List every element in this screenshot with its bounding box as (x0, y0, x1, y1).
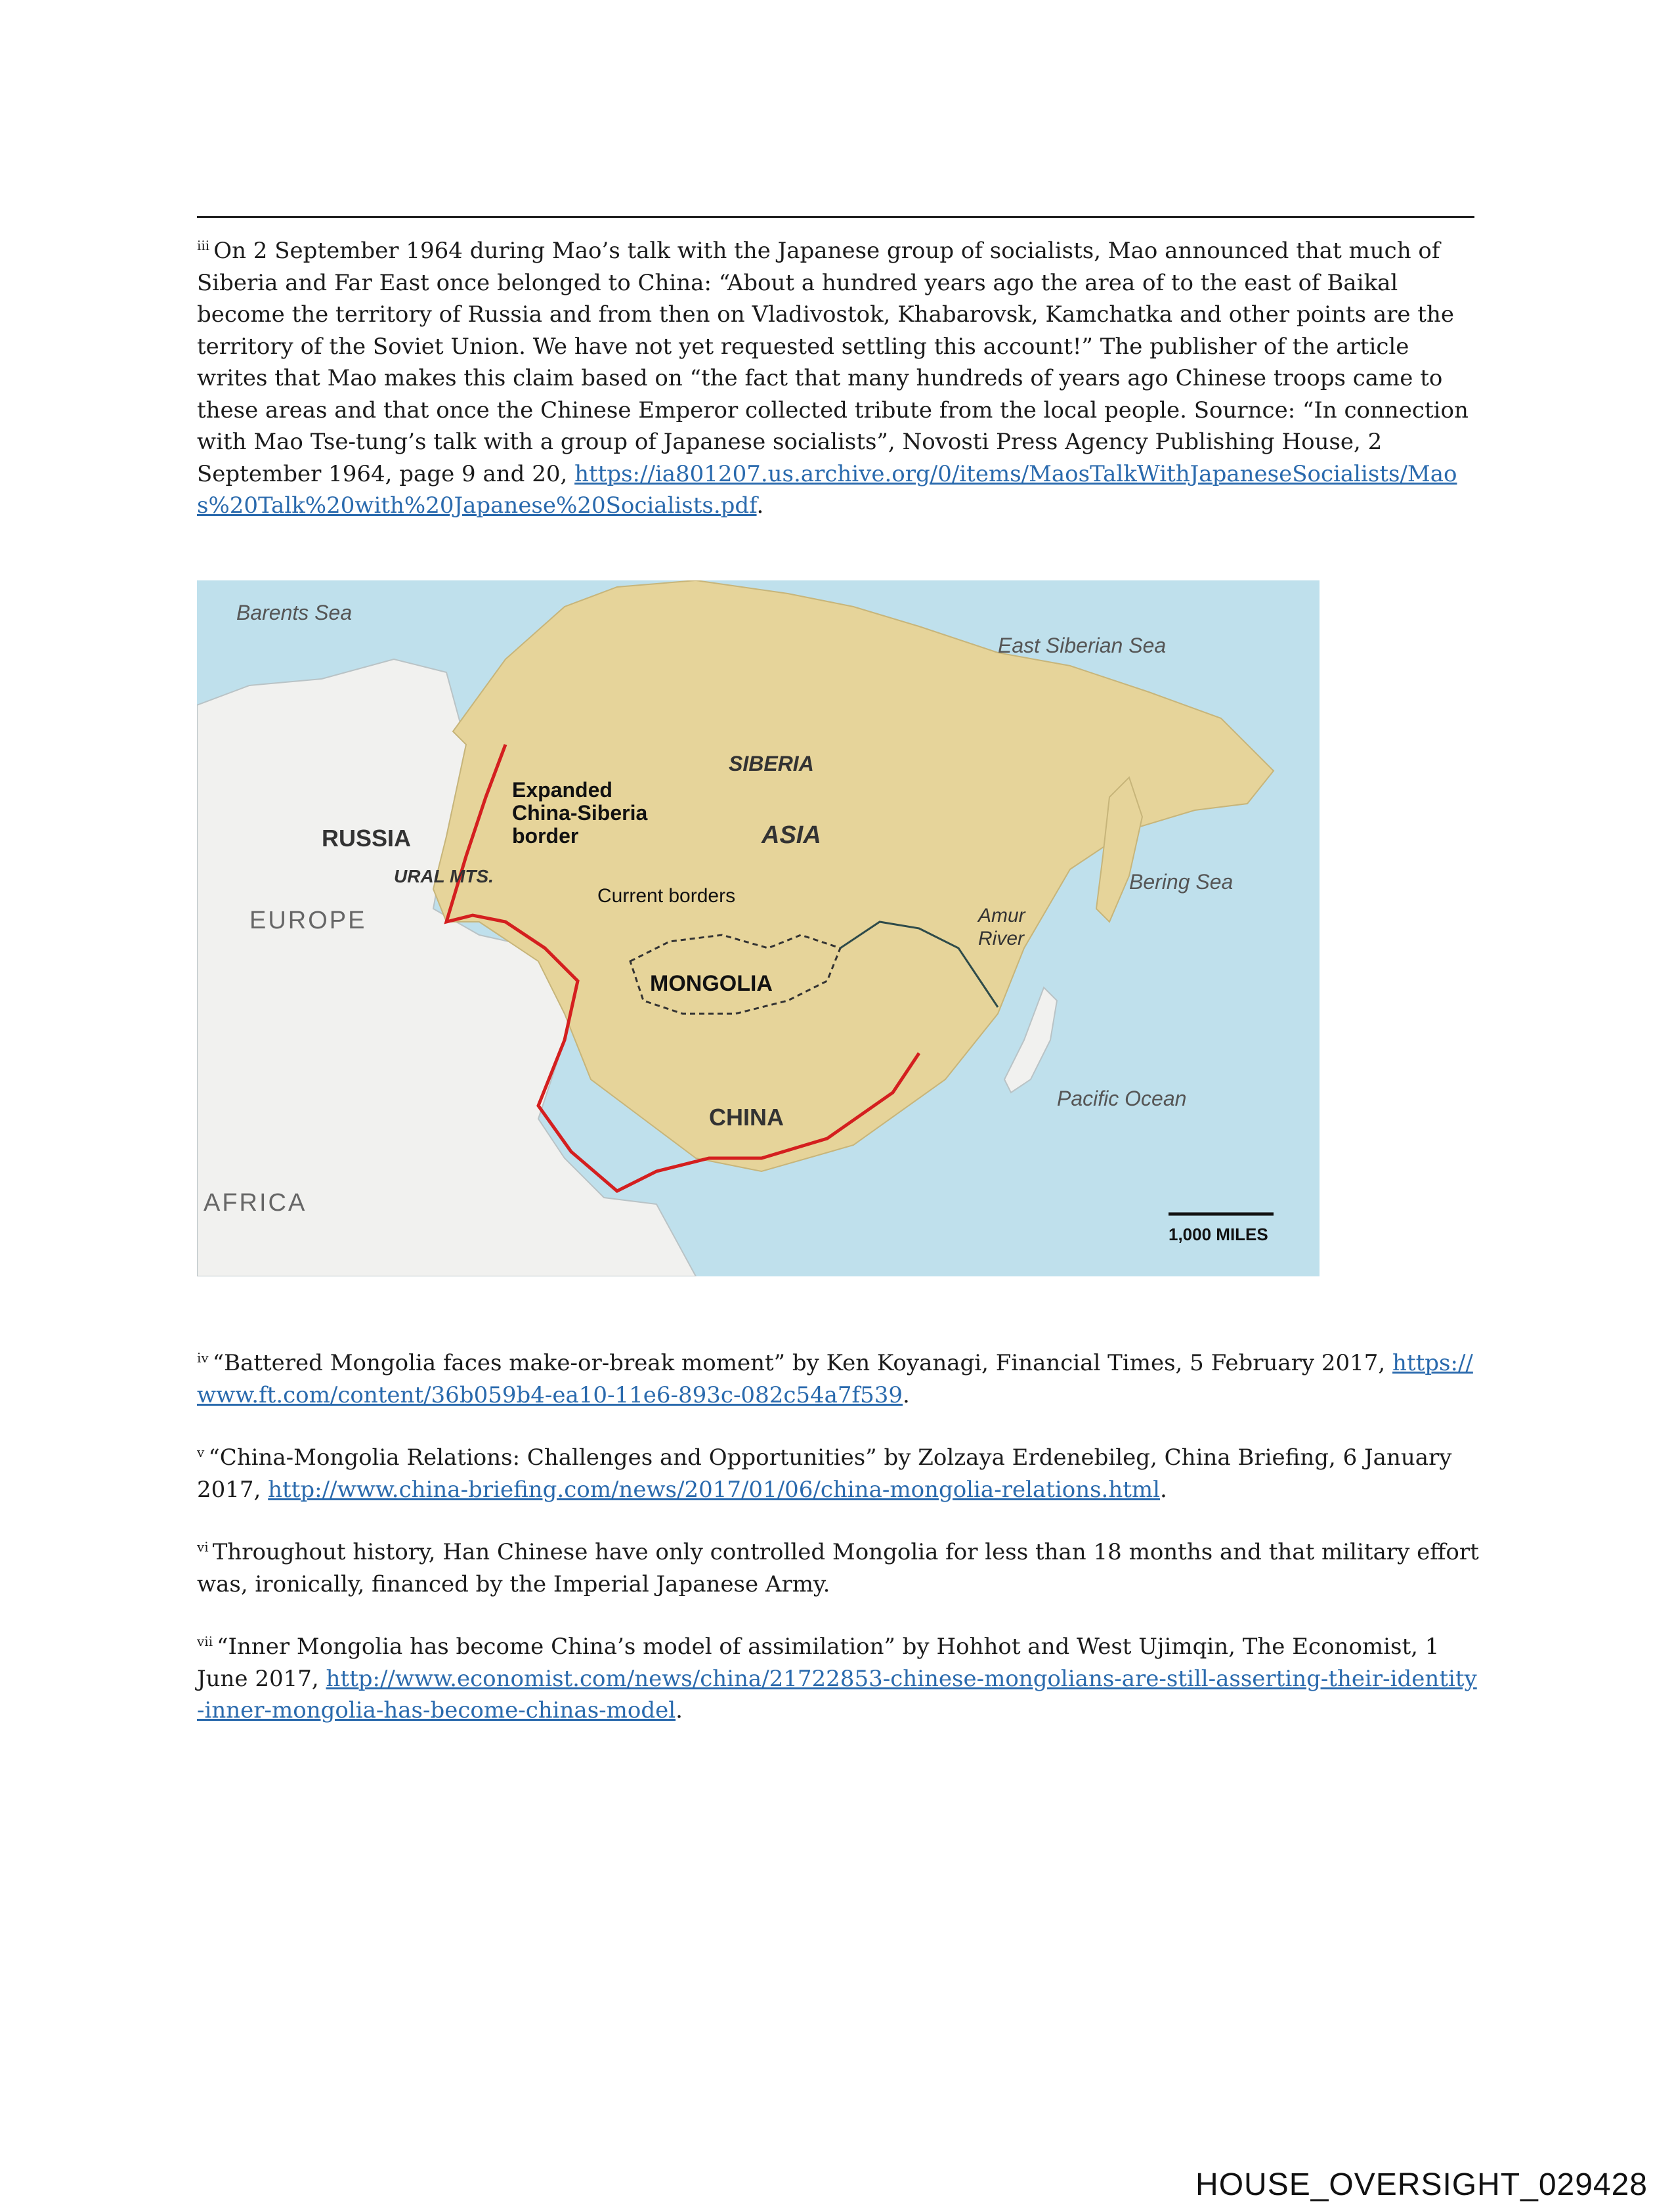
label-current-borders: Current borders (597, 885, 736, 907)
footnote-text: “Inner Mongolia has become China’s model of assimilation” by Hohhot and West Ujimqin, The Economist, 1 June 2017, (197, 1634, 1440, 1692)
label-siberia: SIBERIA (729, 752, 814, 775)
label-china: CHINA (709, 1104, 784, 1131)
label-east-siberian-sea: East Siberian Sea (998, 634, 1167, 657)
label-expanded-1: Expanded (512, 778, 612, 802)
footnote-marker: vii (197, 1634, 213, 1649)
footnote-vii: $^{vii}$ “Inner Mongolia has become China’s model of assimilation” by Hohhot and West Ujimqin, The Economist, 1 June 2017, http://www.economist.com/news/china/21722853-chinese-mongolians-are-still-asserting-their-identity-inner-mongolia-has-become-chinas-model. (197, 1634, 1477, 1724)
footnote-text: Throughout history, Han Chinese have only controlled Mongolia for less than 18 months and that military effort was, ironically, financed by the Imperial Japanese Army. (197, 1539, 1479, 1597)
bates-number: HOUSE_OVERSIGHT_029428 (1195, 2167, 1648, 2202)
footnote-marker: vi (197, 1539, 209, 1555)
footnote-text: “China-Mongolia Relations: Challenges and Opportunities” by Zolzaya Erdenebileg, China Briefing, 6 January 2017, (197, 1444, 1452, 1503)
label-europe: EUROPE (249, 907, 367, 934)
label-expanded-3: border (512, 824, 579, 848)
footnote-marker: iv (197, 1350, 209, 1366)
label-scale: 1,000 MILES (1169, 1225, 1268, 1244)
footnote-text: “Battered Mongolia faces make-or-break moment” by Ken Koyanagi, Financial Times, 5 February 2017, (212, 1350, 1386, 1376)
label-ural: URAL MTS. (394, 866, 494, 886)
footnote-separator-rule (197, 216, 1474, 218)
footnote-iv: $^{iv}$ “Battered Mongolia faces make-or-break moment” by Ken Koyanagi, Financial Times, 5 February 2017, https://www.ft.com/content/36b059b4-ea10-11e6-893c-082c54a7f539. (197, 1350, 1473, 1408)
label-asia: ASIA (762, 821, 821, 849)
label-amur-1: Amur (978, 905, 1025, 926)
footnote-link[interactable]: https://www.ft.com/content/36b059b4-ea10-11e6-893c-082c54a7f539 (197, 1350, 1473, 1408)
footnote-marker: iii (197, 238, 210, 253)
map-svg (197, 580, 1320, 1276)
footnote-marker: v (197, 1444, 205, 1460)
label-bering-sea: Bering Sea (1129, 870, 1234, 894)
footnote-iii: $^{iii}$ On 2 September 1964 during Mao’s talk with the Japanese group of socialists, Mao announced that much of Siberia and Far East once belonged to China: “About a hundred years ago the area of to the east of Baikal become the territory of Russia and from then on Vladivostok, Khabarovsk, Kamchatka and other points are the territory of the Soviet Union. We have not yet requested settling this account!” The publisher of the article writes that Mao makes this claim based on “the fact that many hundreds of years ago Chinese troops came to these areas and that once the Chinese Emperor collected tribute from the local people. Sournce: “In connection with Mao Tse-tung’s talk with a group of Japanese socialists”, Novosti Press Agency Publishing House, 2 September 1964, page 9 and 20, https://ia801207.us.archive.org/0/items/MaosTalkWithJapaneseSocialists/Maos%20Talk%20with%20Japanese%20Socialists.pdf. (197, 238, 1469, 519)
footnote-link[interactable]: http://www.china-briefing.com/news/2017/01/06/china-mongolia-relations.html (268, 1476, 1161, 1503)
label-pacific-ocean: Pacific Ocean (1057, 1087, 1187, 1110)
footnote-link[interactable]: http://www.economist.com/news/china/21722853-chinese-mongolians-are-still-asserting-their-identity-inner-mongolia-has-become-chinas-model (197, 1665, 1477, 1724)
footnote-vi (197, 1531, 1484, 1600)
label-mongolia: MONGOLIA (650, 971, 773, 996)
label-barents-sea: Barents Sea (236, 601, 353, 624)
footnote-text: On 2 September 1964 during Mao’s talk with the Japanese group of socialists, Mao announced that much of Siberia and Far East once belonged to China: “About a hundred years ago the area of to the east of Baikal become the territory of Russia and from then on Vladivostok, Khabarovsk, Kamchatka and other points are the territory of the Soviet Union. We have not yet requested settling this account!” The publisher of the article writes that Mao makes this claim based on “the fact that many hundreds of years ago Chinese troops came to these areas and that once the Chinese Emperor collected tribute from the local people. Sournce: “In connection with Mao Tse-tung’s talk with a group of Japanese socialists”, Novosti Press Agency Publishing House, 2 September 1964, page 9 and 20, (197, 238, 1469, 487)
label-africa: AFRICA (204, 1189, 307, 1217)
footnote-v: $^v$ “China-Mongolia Relations: Challenges and Opportunities” by Zolzaya Erdenebileg, China Briefing, 6 January 2017, http://www.china-briefing.com/news/2017/01/06/china-mongolia-relations.html. (197, 1444, 1452, 1503)
label-russia: RUSSIA (322, 825, 412, 852)
label-amur-2: River (978, 928, 1025, 949)
map-figure (197, 580, 1320, 1276)
label-expanded-2: China-Siberia (512, 801, 648, 825)
japan (1004, 987, 1057, 1093)
footnote-link[interactable]: https://ia801207.us.archive.org/0/items/MaosTalkWithJapaneseSocialists/Maos%20Talk%20with%20Japanese%20Socialists.pdf (197, 460, 1457, 519)
